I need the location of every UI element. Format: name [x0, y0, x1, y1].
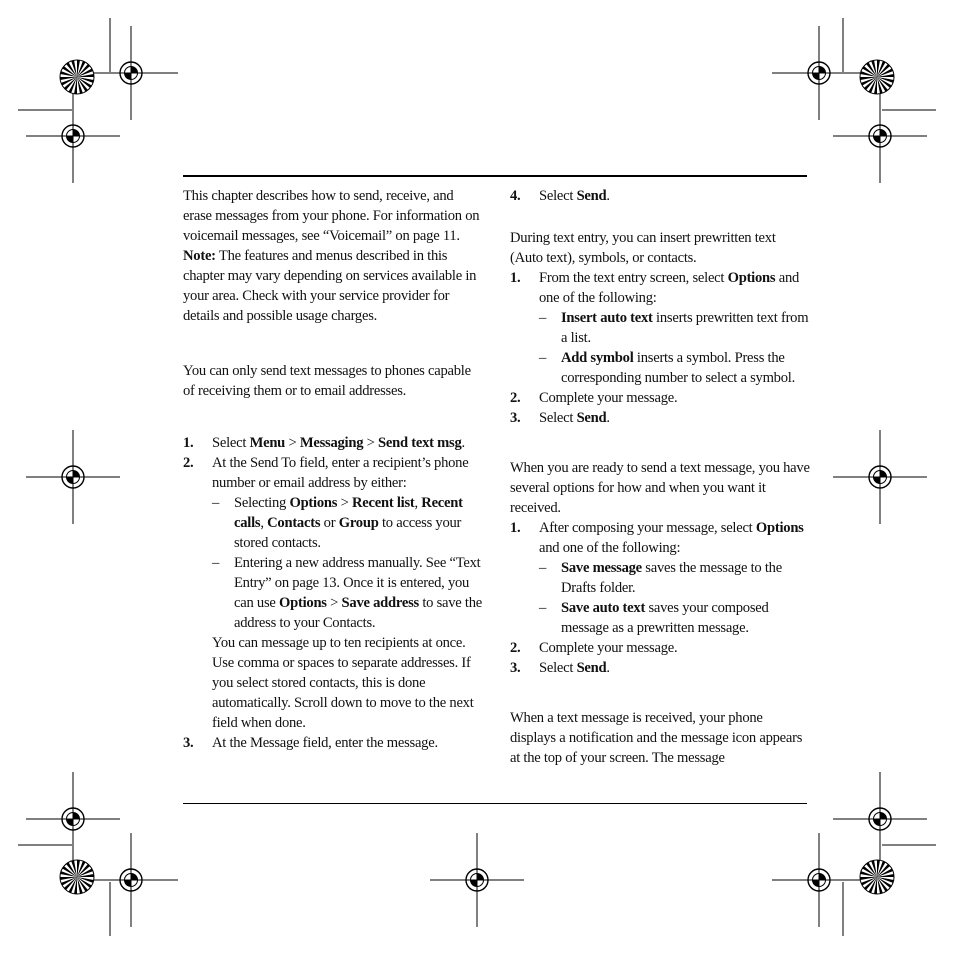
step-text: Complete your message.: [539, 640, 678, 656]
step-number: 2.: [183, 455, 194, 471]
options-label: Options: [289, 495, 338, 511]
registration-target-icon: [772, 833, 866, 927]
send-step-1: [183, 433, 483, 453]
step-number: 3.: [510, 660, 521, 676]
auto-text-steps-list: [510, 268, 810, 428]
dash-bullet: –: [212, 495, 220, 511]
insert-auto-text-option: [539, 308, 810, 348]
step-number: 2.: [510, 640, 521, 656]
save-address-label: Save address: [341, 595, 419, 611]
bullet-text: ,: [260, 515, 268, 531]
dash-bullet: –: [539, 600, 547, 616]
top-rule: [183, 175, 807, 177]
step-text: and one of the following:: [539, 270, 800, 306]
auto-step-2: [510, 388, 810, 408]
save-message-option: [539, 558, 810, 598]
save-auto-text-label: Save auto text: [561, 600, 646, 616]
recipients-note: You can message up to ten recipients at once. Use comma or spaces to separate addresses. If you select stored contacts, this is done automatically. Scroll down to move to the next field when done.: [212, 635, 474, 731]
group-label: Group: [338, 515, 379, 531]
messaging-label: Messaging: [299, 435, 364, 451]
insert-auto-text-label: Insert auto text: [561, 310, 653, 326]
send-step-2: [183, 453, 483, 733]
bullet-text: >: [326, 595, 342, 611]
send-step-4-list: [510, 186, 810, 206]
step-text: Complete your message.: [539, 390, 678, 406]
step-text: At the Send To field, enter a recipient’s phone number or email address by either:: [212, 455, 469, 491]
recent-calls-label: Recent calls: [234, 495, 463, 531]
bullet-text: saves your composed message as a prewritten message.: [561, 600, 769, 636]
registration-target-icon: [84, 833, 178, 927]
bullet-text: saves the message to the Drafts folder.: [561, 560, 782, 596]
dash-bullet: –: [212, 555, 220, 571]
options-label: Options: [727, 270, 776, 286]
recent-list-label: Recent list: [351, 495, 415, 511]
step-text: .: [461, 435, 465, 451]
step-text: and one of the following:: [539, 540, 681, 556]
send-intro: You can only send text messages to phones capable of receiving them or to email addresses.: [183, 363, 471, 399]
step-text: Select: [539, 188, 577, 204]
registration-target-icon: [833, 772, 927, 866]
starburst-mark-icon: [60, 860, 94, 894]
menu-label: Menu: [249, 435, 286, 451]
save-message-label: Save message: [561, 560, 642, 576]
bullet-text: Selecting: [234, 495, 290, 511]
bullet-text: inserts a symbol. Press the corresponding number to select a symbol.: [561, 350, 795, 386]
bullet-text: inserts prewritten text from a list.: [561, 310, 809, 346]
send-label: Send: [576, 660, 607, 676]
send-text-msg-label: Send text msg: [378, 435, 462, 451]
step-text: After composing your message, select: [539, 520, 756, 536]
recipient-option-manual: [212, 553, 483, 633]
recipient-option-stored: [212, 493, 483, 553]
registration-target-icon: [26, 89, 120, 183]
registration-target-icon: [84, 26, 178, 120]
left-column: [183, 186, 483, 753]
right-column: [510, 186, 810, 768]
save-auto-text-option: [539, 598, 810, 638]
step-text: Select: [212, 435, 250, 451]
step-number: 1.: [510, 270, 521, 286]
auto-step-3: [510, 408, 810, 428]
chapter-intro: This chapter describes how to send, receive, and erase messages from your phone. For information on voicemail messages, see “Voicemail” on page 11.: [183, 188, 480, 244]
starburst-mark-icon: [60, 60, 94, 94]
auto-text-intro: During text entry, you can insert prewritten text (Auto text), symbols, or contacts.: [510, 230, 776, 266]
step-number: 4.: [510, 188, 521, 204]
registration-target-icon: [26, 430, 120, 524]
receive-intro: When a text message is received, your phone displays a notification and the message icon appears at the top of your screen. The message: [510, 710, 803, 766]
save-options-list: [539, 558, 810, 638]
step-text: >: [285, 435, 300, 451]
bottom-rule: [183, 803, 807, 804]
note-text: The features and menus described in this chapter may vary depending on services available in your area. Check with your service provider for details and possible usage charges.: [183, 248, 477, 324]
options-step-3: [510, 658, 810, 678]
dash-bullet: –: [539, 560, 547, 576]
send-label: Send: [576, 410, 607, 426]
bullet-text: or: [320, 515, 339, 531]
options-step-1: [510, 518, 810, 638]
step-text: Select: [539, 410, 577, 426]
options-label: Options: [755, 520, 804, 536]
auto-step-1: [510, 268, 810, 388]
send-step-3: [183, 733, 483, 753]
step-text: .: [606, 188, 610, 204]
registration-target-icon: [430, 833, 524, 927]
bullet-text: ,: [414, 495, 422, 511]
step-number: 3.: [510, 410, 521, 426]
note-label: Note:: [183, 248, 216, 264]
add-symbol-label: Add symbol: [561, 350, 634, 366]
registration-target-icon: [833, 89, 927, 183]
auto-text-options-list: [539, 308, 810, 388]
step-text: >: [363, 435, 379, 451]
bullet-text: to save the address to your Contacts.: [234, 595, 483, 631]
step-number: 1.: [183, 435, 194, 451]
add-symbol-option: [539, 348, 810, 388]
send-options-intro: When you are ready to send a text message, you have several options for how and when you want it received.: [510, 460, 810, 516]
registration-target-icon: [772, 26, 866, 120]
step-text: Select: [539, 660, 577, 676]
step-text: At the Message field, enter the message.: [212, 735, 438, 751]
bullet-text: Entering a new address manually. See “Text Entry” on page 13. Once it is entered, you can use: [234, 555, 481, 611]
starburst-mark-icon: [860, 60, 894, 94]
step-text: .: [606, 410, 610, 426]
step-text: .: [606, 660, 610, 676]
send-label: Send: [576, 188, 607, 204]
step-number: 2.: [510, 390, 521, 406]
send-steps-list: [183, 433, 483, 753]
note-paragraph: [183, 246, 483, 326]
bullet-text: >: [337, 495, 352, 511]
recipient-options-list: [212, 493, 483, 633]
send-options-steps-list: [510, 518, 810, 678]
step-number: 1.: [510, 520, 521, 536]
options-label: Options: [279, 595, 327, 611]
options-step-2: [510, 638, 810, 658]
step-text: From the text entry screen, select: [539, 270, 728, 286]
registration-target-icon: [26, 772, 120, 866]
bullet-text: to access your stored contacts.: [234, 515, 462, 551]
dash-bullet: –: [539, 310, 547, 326]
send-step-4: [510, 186, 810, 206]
dash-bullet: –: [539, 350, 547, 366]
registration-target-icon: [833, 430, 927, 524]
step-number: 3.: [183, 735, 194, 751]
contacts-label: Contacts: [267, 515, 321, 531]
starburst-mark-icon: [860, 860, 894, 894]
